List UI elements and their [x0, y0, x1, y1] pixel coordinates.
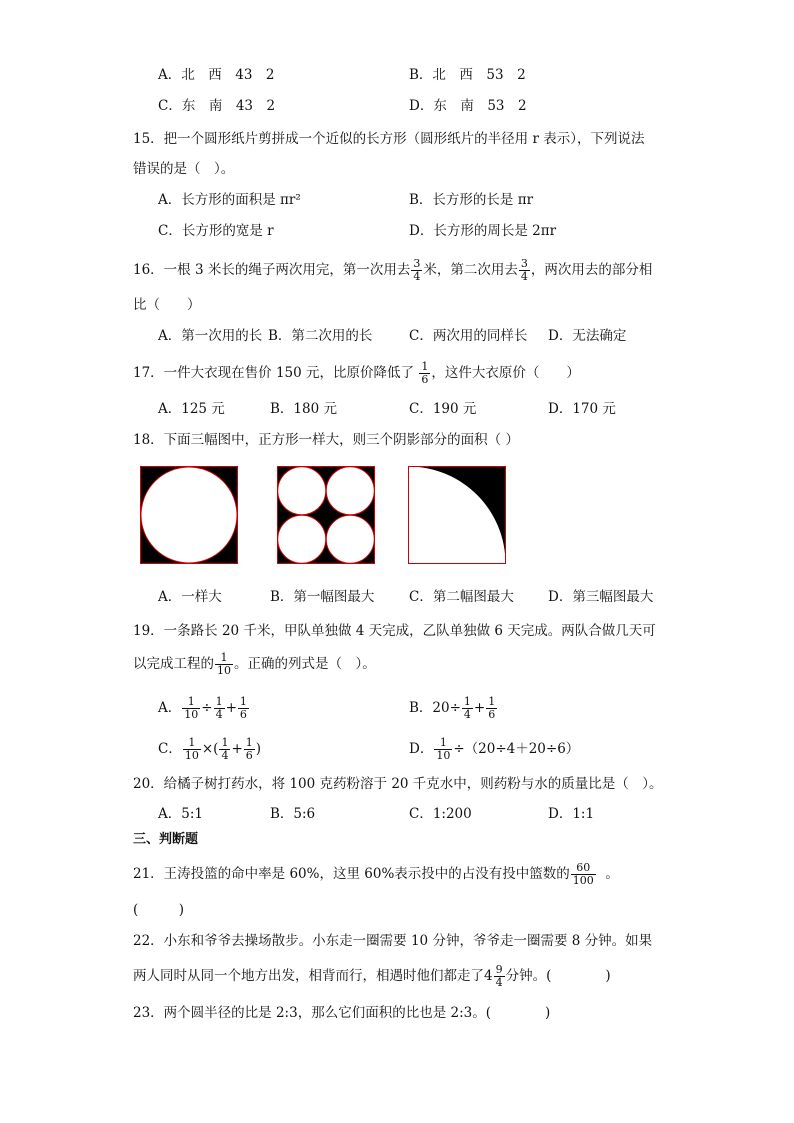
q19-c-frac-2: [219, 737, 230, 762]
q19-c-frac-3: [244, 737, 255, 762]
q19-d-frac-1-num: 1: [434, 737, 452, 750]
q20-option-c: C．1:200: [409, 806, 472, 822]
q19-fraction-den: 10: [217, 664, 231, 677]
q19-c-frac-1-num: 1: [183, 737, 201, 750]
q19-option-d: [409, 737, 579, 762]
q19-b-op: +: [473, 700, 486, 716]
q19-d-post: ÷（20÷4＋20÷6）: [453, 741, 580, 757]
q19-a-frac-2-den: 4: [215, 708, 223, 721]
q16-fraction-2-num: 3: [520, 257, 528, 270]
q16-option-d: D．无法确定: [548, 328, 627, 344]
q19-a-frac-1-den: 10: [184, 708, 199, 721]
q19-c-frac-1: [183, 737, 201, 762]
q15-option-c: C．长方形的宽是 r: [158, 223, 274, 239]
q18-option-a: A．一样大: [158, 589, 222, 605]
q19-a-frac-3-den: 6: [239, 708, 247, 721]
q19-c-frac-2-den: 4: [221, 749, 229, 762]
q16-stem-line1: [133, 258, 652, 283]
q19-option-b-label: B．: [409, 700, 433, 716]
q19-c-frac-3-num: 1: [245, 736, 253, 749]
figure-2-circle-tl: [278, 467, 326, 515]
q14-option-b: B．北 西 53 2: [409, 67, 526, 83]
q19-c-close: ): [255, 741, 262, 757]
section-heading-judgement: 三、判断题: [133, 832, 199, 847]
q16-fraction-1-num: 3: [413, 257, 421, 270]
q16-option-b: B．第二次用的长: [268, 328, 373, 344]
q17-fraction-num: 1: [421, 360, 429, 373]
q18-figure-3: [408, 466, 506, 564]
q20-option-a: A．5:1: [158, 806, 203, 822]
q16-fraction-2-den: 4: [520, 270, 528, 283]
q22-stem-pre: 两人同时从同一个地方出发，相背而行，相遇时他们都走了: [133, 968, 484, 984]
q19-b-frac-2-den: 6: [488, 708, 496, 721]
q19-b-frac-1-den: 4: [463, 708, 471, 721]
q19-stem-line2: [133, 652, 376, 677]
q17-fraction-den: 6: [421, 373, 429, 386]
q14-option-a: A．北 西 43 2: [158, 67, 275, 83]
q21-stem-pre: 21．王涛投篮的命中率是 60%，这里 60%表示投中的占没有投中篮数的: [133, 866, 570, 882]
q17-option-d: D．170 元: [548, 401, 616, 417]
q22-fraction-den: 4: [495, 976, 503, 989]
q16-option-a: A．第一次用的长: [158, 328, 263, 344]
q16-stem-pre: 16．一根 3 米长的绳子两次用完，第一次用去: [133, 262, 411, 278]
q15-option-a: A．长方形的面积是 πr²: [158, 192, 301, 208]
q19-a-op-2: +: [225, 700, 237, 716]
q19-a-frac-2-num: 1: [215, 695, 223, 708]
q15-stem-line1: 15．把一个圆形纸片剪拼成一个近似的长方形（圆形纸片的半径用 r 表示），下列说法: [133, 131, 645, 147]
q19-option-c-label: C．: [158, 741, 182, 757]
q16-stem-line2: 比（ ）: [133, 297, 201, 313]
q19-stem-line1: 19．一条路长 20 千米，甲队单独做 4 天完成，乙队单独做 6 天完成。两队合做几天可: [133, 623, 656, 639]
q20-option-d: D．1:1: [548, 806, 595, 822]
q19-b-frac-2: [486, 696, 497, 721]
q15-option-b: B．长方形的长是 πr: [409, 192, 534, 208]
q19-option-a-label: A．: [158, 700, 182, 716]
q19-a-frac-2: [214, 696, 225, 721]
q19-a-frac-1: [182, 696, 200, 721]
q19-c-op-2: +: [231, 741, 243, 757]
q23-stem: 23．两个圆半径的比是 2:3，那么它们面积的比也是 2:3。( ): [133, 1005, 551, 1021]
figure-2-circle-tr: [326, 467, 374, 515]
q16-fraction-1: [411, 258, 422, 283]
q19-b-frac-1-num: 1: [463, 695, 471, 708]
q16-option-c: C．两次用的同样长: [409, 328, 528, 344]
q19-stem-post: 。正确的列式是（ ）。: [234, 656, 376, 672]
q15-stem-line2: 错误的是（ ）。: [133, 161, 235, 177]
q19-a-frac-3: [238, 696, 249, 721]
q21-fraction-den: 100: [572, 874, 594, 887]
q22-fraction: [494, 964, 505, 989]
q22-stem-post: 分钟。( ): [505, 968, 611, 984]
q20-stem: 20．给橘子树打药水，将 100 克药粉溶于 20 千克水中，则药粉与水的质量比是（ ）。: [133, 776, 663, 792]
q19-b-frac-1: [462, 696, 473, 721]
q19-fraction: [215, 652, 233, 677]
q22-stem-line2: [133, 964, 611, 989]
q16-fraction-1-den: 4: [413, 270, 421, 283]
q19-c-frac-2-num: 1: [221, 736, 229, 749]
q20-option-b: B．5:6: [270, 806, 316, 822]
q16-stem-mid: 米，第二次用去: [423, 262, 518, 278]
q19-a-frac-1-num: 1: [182, 696, 200, 709]
q19-fraction-num: 1: [215, 652, 233, 665]
q19-option-c: [158, 737, 261, 762]
q17-fraction: [419, 361, 430, 386]
q19-option-a: [158, 696, 250, 721]
q18-option-c: C．第二幅图最大: [409, 589, 514, 605]
q16-fraction-2: [519, 258, 530, 283]
q16-stem-post: ，两次用去的部分相: [530, 262, 653, 278]
figure-2-circle-br: [326, 515, 374, 563]
q19-stem-pre: 以完成工程的: [133, 656, 214, 672]
q19-d-frac-1: [434, 737, 452, 762]
q19-b-pre: 20÷: [432, 700, 461, 716]
q19-c-frac-1-den: 10: [184, 749, 199, 762]
q19-b-frac-2-num: 1: [488, 695, 496, 708]
q18-option-b: B．第一幅图最大: [270, 589, 375, 605]
q22-mixed-whole: 4: [484, 968, 493, 984]
q19-d-frac-1-den: 10: [436, 749, 451, 762]
q19-c-frac-3-den: 6: [245, 749, 253, 762]
q15-option-d: D．长方形的周长是 2πr: [409, 223, 557, 239]
q22-stem-line1: 22．小东和爷爷去操场散步。小东走一圈需要 10 分钟，爷爷走一圈需要 8 分钟。如果: [133, 933, 653, 949]
figure-2-circle-bl: [278, 515, 326, 563]
q19-a-op-1: ÷: [201, 700, 213, 716]
figure-1-circle: [141, 467, 237, 563]
q18-figure-1: [140, 466, 238, 564]
q17-option-b: B．180 元: [270, 401, 337, 417]
q17-stem-post: ，这件大衣原价（ ）: [431, 365, 580, 381]
q21-stem: [133, 862, 619, 887]
q14-option-d: D．东 南 53 2: [409, 98, 527, 114]
q19-a-frac-3-num: 1: [239, 695, 247, 708]
q19-option-d-label: D．: [409, 741, 434, 757]
q21-fraction: [571, 862, 596, 887]
q17-stem: [133, 361, 580, 386]
q18-figure-2: [277, 466, 375, 564]
q19-option-b: [409, 696, 498, 721]
q17-option-a: A．125 元: [158, 401, 225, 417]
q19-c-op-1: ×(: [201, 741, 219, 757]
q17-option-c: C．190 元: [409, 401, 477, 417]
q21-answer-blank[interactable]: ( ): [133, 902, 185, 918]
q18-option-d: D．第三幅图最大: [548, 589, 654, 605]
q18-stem: 18．下面三幅图中，正方形一样大，则三个阴影部分的面积（ ）: [133, 432, 519, 448]
q21-stem-post: 。: [605, 866, 619, 882]
q22-fraction-num: 9: [495, 963, 503, 976]
q21-fraction-num: 60: [571, 862, 596, 875]
q14-option-c: C．东 南 43 2: [158, 98, 276, 114]
q17-stem-pre: 17．一件大衣现在售价 150 元，比原价降低了: [133, 365, 415, 381]
